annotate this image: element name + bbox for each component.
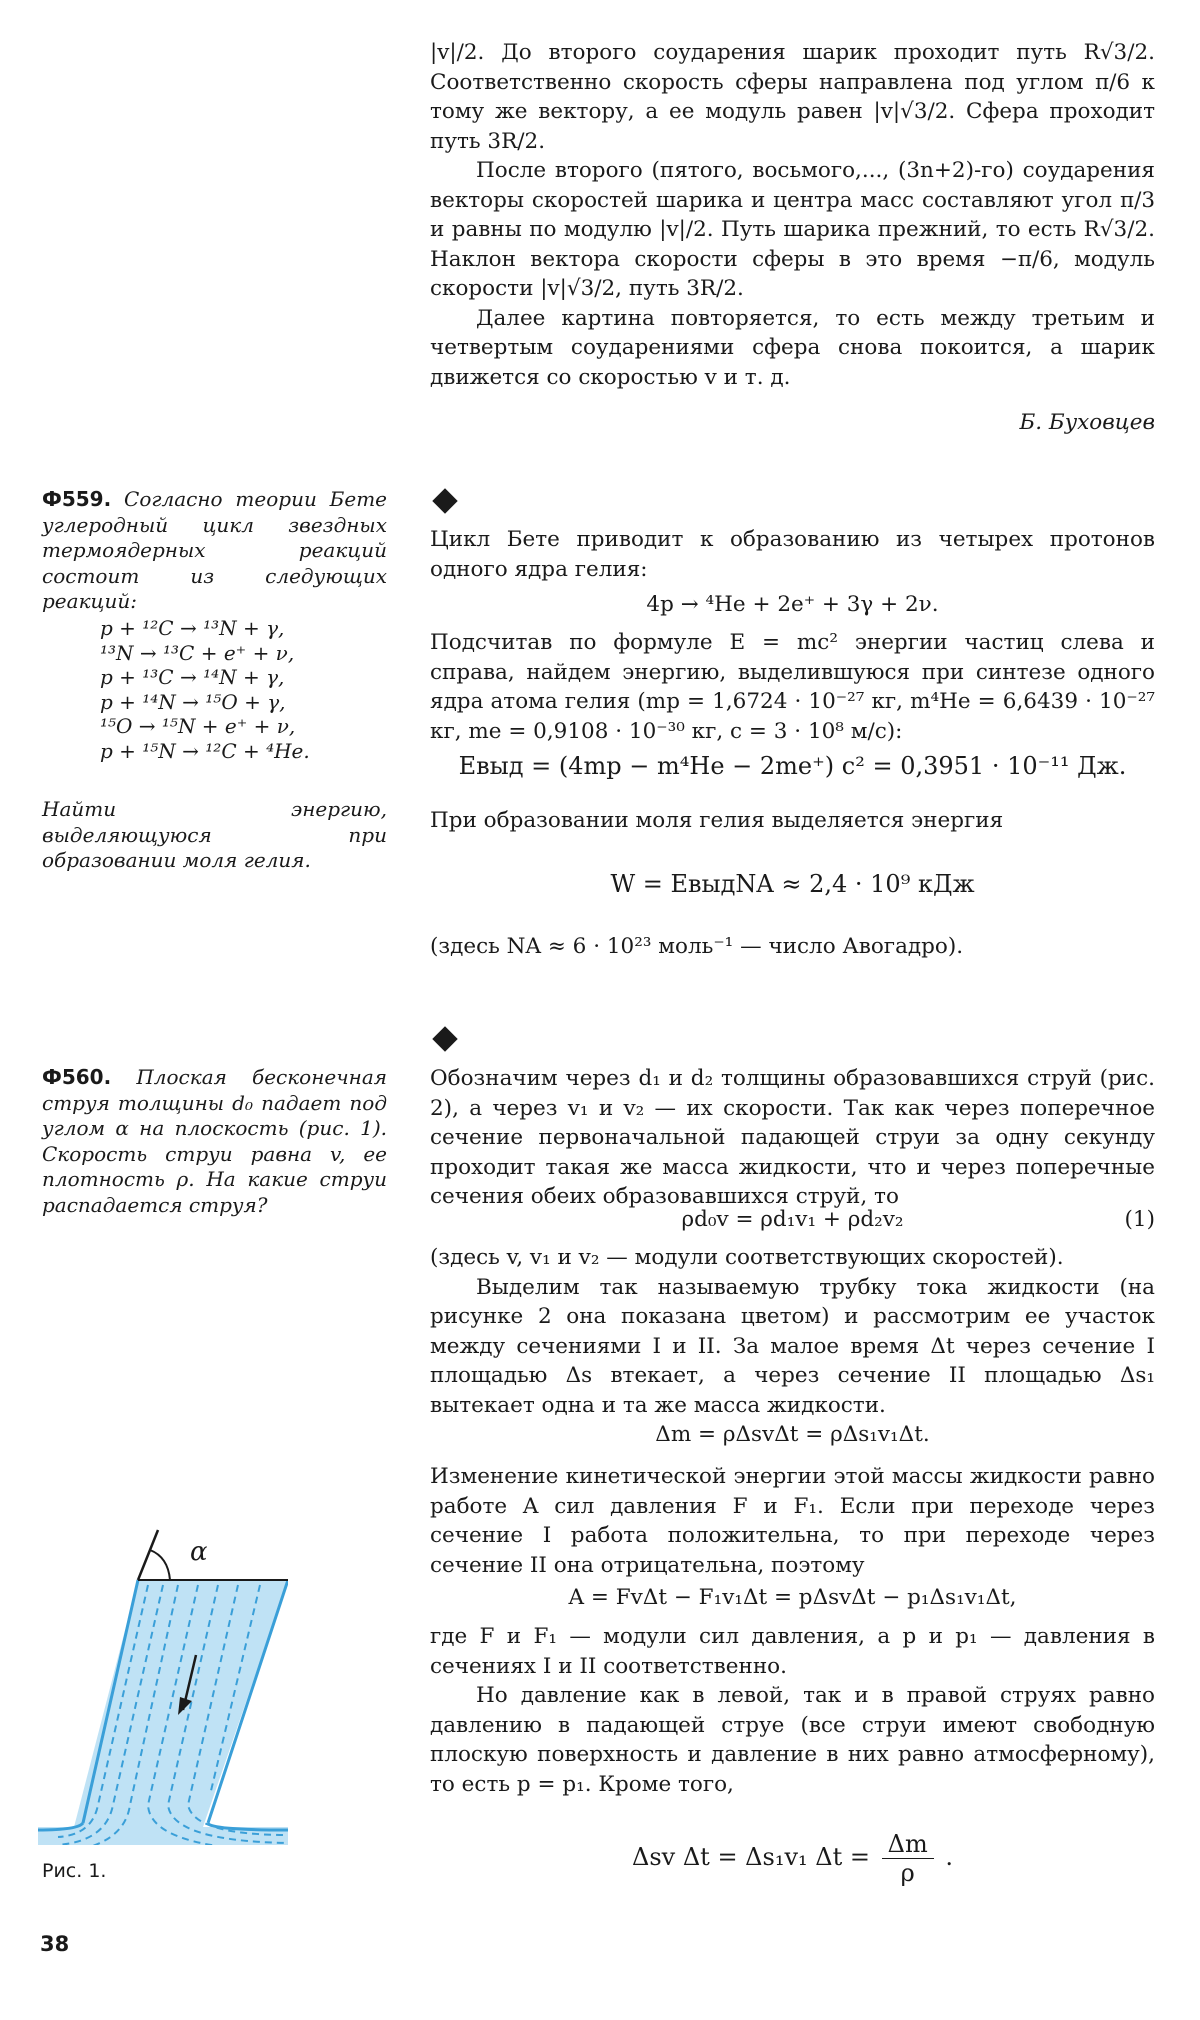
equation-mass-flow: Δm = ρΔsvΔt = ρΔs₁v₁Δt. [655,1422,930,1447]
angle-arc [150,1550,170,1580]
solution-559-text-1: Цикл Бете приводит к образованию из четырех протонов одного ядра гелия: [430,527,1155,582]
reaction-3: p + ¹³C → ¹⁴N + γ, [100,665,285,689]
equation-volume-relation [430,1830,1155,1887]
problem-560-text: Плоская бесконечная струя толщины d₀ падает под углом α на плоскость (рис. 1). Скорость струи равна v, ее плотность ρ. На какие струи распадается струя? [42,1065,388,1217]
top-paragraph-3: Далее картина повторяется, то есть между третьим и четвертым соударениями сфера снова покоится, а шарик движется со скоростью v и т. д. [430,305,1155,390]
reaction-2: ¹³N → ¹³C + e⁺ + ν, [100,640,295,665]
equation-energy-released: Eвыд = (4mp − m⁴He − 2me⁺) c² = 0,3951 · 10⁻¹¹ Дж. [458,752,1127,780]
solution-559-text-3: При образовании моля гелия выделяется энергия [430,808,1004,833]
solution-559-marker [432,488,457,513]
solution-560-p5 [430,1622,1155,1799]
solution-559-text-2: Подсчитав по формуле E = mc² энергии частиц слева и справа, найдем энергию, выделившуюся при синтезе одного ядра атома гелия (mp = 1,6724 · 10⁻²⁷ кг, m⁴He = 6,6439 · 10⁻²⁷ кг, me = 0,9108 · 10⁻³⁰ кг, c = 3 · 10⁸ м/с): [430,630,1155,744]
equation-4-denominator: ρ [900,1859,915,1887]
equation-1-number: (1) [1124,1207,1155,1232]
reaction-6: p + ¹⁵N → ¹²C + ⁴He. [100,738,310,763]
problem-559-label: Ф559. [42,487,112,511]
problem-559-text: Согласно теории Бете углеродный цикл звездных термоядерных реакций состоит из следующих реакций: [42,487,388,613]
angle-label: α [190,1537,208,1567]
reaction-list [100,616,400,763]
figure-1-caption: Рис. 1. [42,1860,107,1882]
problem-560 [42,1065,387,1218]
solution-560-text-2: (здесь v, v₁ и v₂ — модули соответствующих скоростей). [430,1245,1064,1270]
reaction-5: ¹⁵O → ¹⁵N + e⁺ + ν, [100,714,296,738]
solution-560-text-5: где F и F₁ — модули сил давления, а p и p₁ — давления в сечениях I и II соответственно. [430,1624,1155,1679]
top-paragraph-2: После второго (пятого, восьмого,..., (3n+2)-го) соударения векторы скоростей шарика и центра масс составляют угол π/3 и равны по модулю |v|/2. Путь шарика прежний, то есть R√3/2. Наклон вектора скорости сферы в это время −π/6, модуль скорости |v|√3/2, путь 3R/2. [430,158,1155,301]
equation-1-body: ρd₀v = ρd₁v₁ + ρd₂v₂ [681,1207,904,1232]
reaction-4: p + ¹⁴N → ¹⁵O + γ, [100,689,286,714]
solution-560-p1 [430,1064,1155,1212]
author-signature: Б. Буховцев [1019,410,1155,435]
equation-mass-conservation [430,1207,1155,1232]
solution-560-p2 [430,1243,1155,1420]
solution-559-p1 [430,525,1155,584]
solution-560-text-1: Обозначим через d₁ и d₂ толщины образовавшихся струй (рис. 2), а через v₁ и v₂ — их скорости. Так как через поперечное сечение первоначальной падающей струи за одну секунду проходит такая же масса жидкости, что и через поперечные сечения обеих образовавшихся струй, то [430,1066,1155,1209]
problem-559-question: Найти энергию, выделяющуюся при образовании моля гелия. [42,797,387,872]
problem-559 [42,487,387,615]
equation-4-fraction [882,1830,934,1887]
solution-560-text-6: Но давление как в левой, так и в правой струях равно давлению в падающей струе (все струи имеют свободную плоскую поверхность и давление в них равно атмосферному), то есть p = p₁. Кроме того, [430,1683,1155,1797]
page-number: 38 [40,1932,70,1956]
top-paragraph-1: |v|/2. До второго соударения шарик проходит путь R√3/2. Соответственно скорость сферы направлена под углом π/6 к тому же вектору, а ее модуль равен |v|√3/2. Сфера проходит путь 3R/2. [430,40,1155,154]
solution-560-text-3: Выделим так называемую трубку тока жидкости (на рисунке 2 она показана цветом) и рассмотрим ее участок между сечениями I и II. За малое время Δt через сечение I площадью Δs втекает, а через сечение II площадью Δs₁ вытекает одна и та же масса жидкости. [430,1274,1155,1418]
equation-4-end: . [945,1843,953,1871]
solution-560-marker [432,1026,457,1051]
equation-work: A = FvΔt − F₁v₁Δt = pΔsvΔt − p₁Δs₁v₁Δt, [568,1585,1017,1610]
equation-helium-synthesis: 4p → ⁴He + 2e⁺ + 3γ + 2ν. [646,592,939,617]
top-text-block [430,38,1155,392]
problem-560-label: Ф560. [42,1065,112,1089]
angle-reference-line [138,1530,158,1580]
solution-559-p3 [430,806,1155,836]
solution-559-p2 [430,628,1155,746]
equation-4-numerator: Δm [882,1830,934,1859]
solution-559-text-4: (здесь NA ≈ 6 · 10²³ моль⁻¹ — число Авогадро). [430,934,964,959]
equation-4-left: Δsv Δt = Δs₁v₁ Δt = [632,1843,870,1871]
solution-560-p4 [430,1462,1155,1580]
equation-mole-energy: W = EвыдNA ≈ 2,4 · 10⁹ кДж [610,870,975,898]
solution-559-p4 [430,932,1155,962]
solution-560-text-4: Изменение кинетической энергии этой массы жидкости равно работе A сил давления F и F₁. Если при переходе через сечение I работа положительна, то при переходе через сечение II она отрицательна, поэтому [430,1464,1155,1578]
reaction-1: p + ¹²C → ¹³N + γ, [100,616,285,640]
figure-1-jet [38,1505,288,1845]
